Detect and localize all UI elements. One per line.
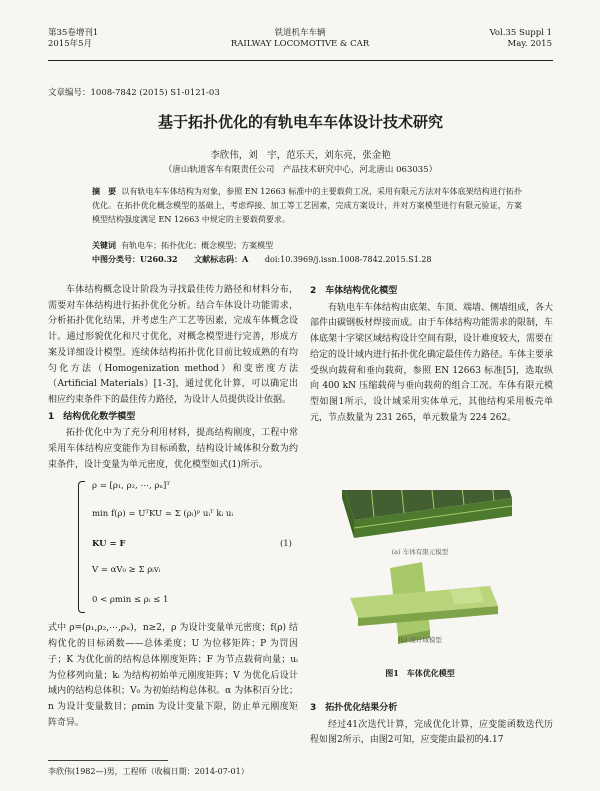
volume-date: May. 2015 [507, 39, 552, 49]
keywords-text: 有轨电车；拓扑优化；概念模型；方案模型 [121, 241, 274, 250]
section-3-heading: 3 拓扑优化结果分析 [310, 703, 398, 713]
running-header-left [48, 28, 98, 50]
clc-number: 中图分类号：U260.32 [92, 254, 178, 264]
section-1-paragraph: 拓扑优化中为了充分利用材料，提高结构刚度，工程中常采用车体结构应变能作为目标函数，结构设计域体积分数为约束条件，设计变量为单元密度，优化模型如式(1)所示。 [48, 428, 298, 470]
author-footnote: 李欣伟(1982—)男，工程师（收稿日期：2014-07-01） [48, 767, 249, 776]
header-rule [48, 60, 553, 61]
intro-paragraph: 车体结构概念设计阶段为寻找最佳传力路径和材料分布，需要对车体结构进行拓扑优化分析。结合车体设计功能需求，分析拓扑优化结果，并考虑生产工艺等因素，完成车体概念设计。通过形貌优化和尺寸优化，对概念模型进行完善，形成方案及详细设计模型。连续体结构拓扑优化目前比较成熟的有均匀化方法（Homogenization method）和变密度方法（Artificial Materials）[1-3]，通过优化计算，可以确定出相应约束条件下的最佳传力路径，为设计人员提供设计依据。 [48, 285, 298, 405]
journal-name-en: RAILWAY LOCOMOTIVE & CAR [230, 39, 370, 49]
abstract [92, 184, 522, 227]
right-column [310, 283, 553, 426]
car-body-mesh [342, 490, 512, 538]
design-domain-model [350, 562, 498, 644]
abstract-label: 摘 要 [92, 186, 117, 196]
formula-line: V = αV₀ ≥ Σ ρᵢvᵢ [92, 565, 161, 576]
affiliation: （唐山轨道客车有限责任公司 产品技术研究中心，河北唐山 063035） [163, 165, 438, 175]
formula-explanation: 式中 ρ=(ρ₁,ρ₂,⋯,ρₙ)，n≥2，ρ 为设计变量单元密度；f(ρ) 结构优化的目标函数——总体柔度；U 为位移矩阵；P 为罚因子；K 为优化前的结构总体刚度矩阵；F 为节点载荷向量；uᵢ 为位移列向量；kᵢ 为结构初始单元刚度矩阵；V 为优化后设计域内的结构总体积；V₀ 为初始结构总体积。α 为体积百分比；n 为设计变量数目；ρmin 为设计变量下限，防止单元刚度矩阵奇异。 [48, 623, 298, 728]
section-3-paragraph: 经过41次迭代计算，完成优化计算，应变能函数迭代历程如图2所示，由图2可知，应变能由最初的4.17 [310, 719, 553, 746]
formula-1 [48, 477, 298, 617]
formula-line: 0 < ρmin ≤ ρᵢ ≤ 1 [92, 595, 169, 606]
journal-name-cn: 铁道机车车辆 [274, 28, 326, 38]
abstract-text: 以有轨电车车体结构为对象，参照 EN 12663 标准中的主要载荷工况，采用有限元方法对车体底架结构进行拓扑优化。在拓扑优化概念模型的基础上，考虑焊接、加工等工艺因素，完成方案设计，并对方案模型进行有限元验证，方案模型结构强度满足 EN 12663 中规定的主要载荷要求。 [92, 187, 522, 224]
doi: doi:10.3969/j.issn.1008-7842.2015.S1.28 [264, 255, 432, 264]
section-1-heading: 1 结构优化数学模型 [48, 411, 136, 422]
authors: 李欣伟，刘 宇，范乐天，刘东亮，张金艳 [210, 150, 391, 161]
running-header-center [190, 28, 410, 50]
formula-line: KU = F [92, 539, 126, 550]
section-2-paragraph: 有轨电车车体结构由底架、车顶、端墙、侧墙组成，各大部件由碳钢板材焊接而成。由于车体结构功能需求的限制，车体底架十字梁区域结构设计空间有限，设计难度较大，需要在给定的设计域内进行拓扑优化确定最佳传力路径。车体主要承受纵向载荷和垂向载荷，参照 EN 12663 标准[5]，选取纵向 400 kN 压缩载荷与垂向载荷的组合工况。车体有限元模型如图1所示，设计域采用实体单元，其他结构采用板壳单元，节点数量为 231 265，单元数量为 224 262。 [310, 302, 554, 423]
left-column [48, 283, 298, 731]
keywords [92, 240, 522, 251]
article-number: 文章编号：1008-7842 (2015) S1-0121-03 [48, 88, 220, 98]
paper-title: 基于拓扑优化的有轨电车车体设计技术研究 [157, 113, 443, 131]
doc-code: 文献标志码：A [194, 254, 249, 264]
keywords-label: 关键词 [92, 240, 116, 250]
formula-line: min f(ρ) = UᵀKU = Σ (ρᵢ)ᵖ uᵢᵀ kᵢ uᵢ [92, 509, 234, 520]
section-2-heading: 2 车体结构优化模型 [310, 286, 398, 296]
issue-info: 第35卷增刊1 [48, 28, 99, 38]
classification [92, 254, 532, 265]
issue-date: 2015年5月 [48, 39, 93, 49]
formula-line: ρ = [ρ₁, ρ₂, ⋯, ρₙ]ᵀ [92, 481, 170, 492]
figure-1a-caption: (a) 车体有限元模型 [391, 548, 449, 556]
formula-number: (1) [279, 539, 292, 550]
formula-brace [78, 481, 85, 613]
figure-1b-caption: (b) 设计域模型 [398, 636, 442, 644]
running-header-right [470, 28, 552, 50]
volume-info: Vol.35 Suppl 1 [489, 28, 552, 38]
footnote-rule [48, 760, 168, 761]
section-3 [310, 700, 553, 749]
figure-1-title: 图1 车体优化模型 [385, 668, 455, 678]
